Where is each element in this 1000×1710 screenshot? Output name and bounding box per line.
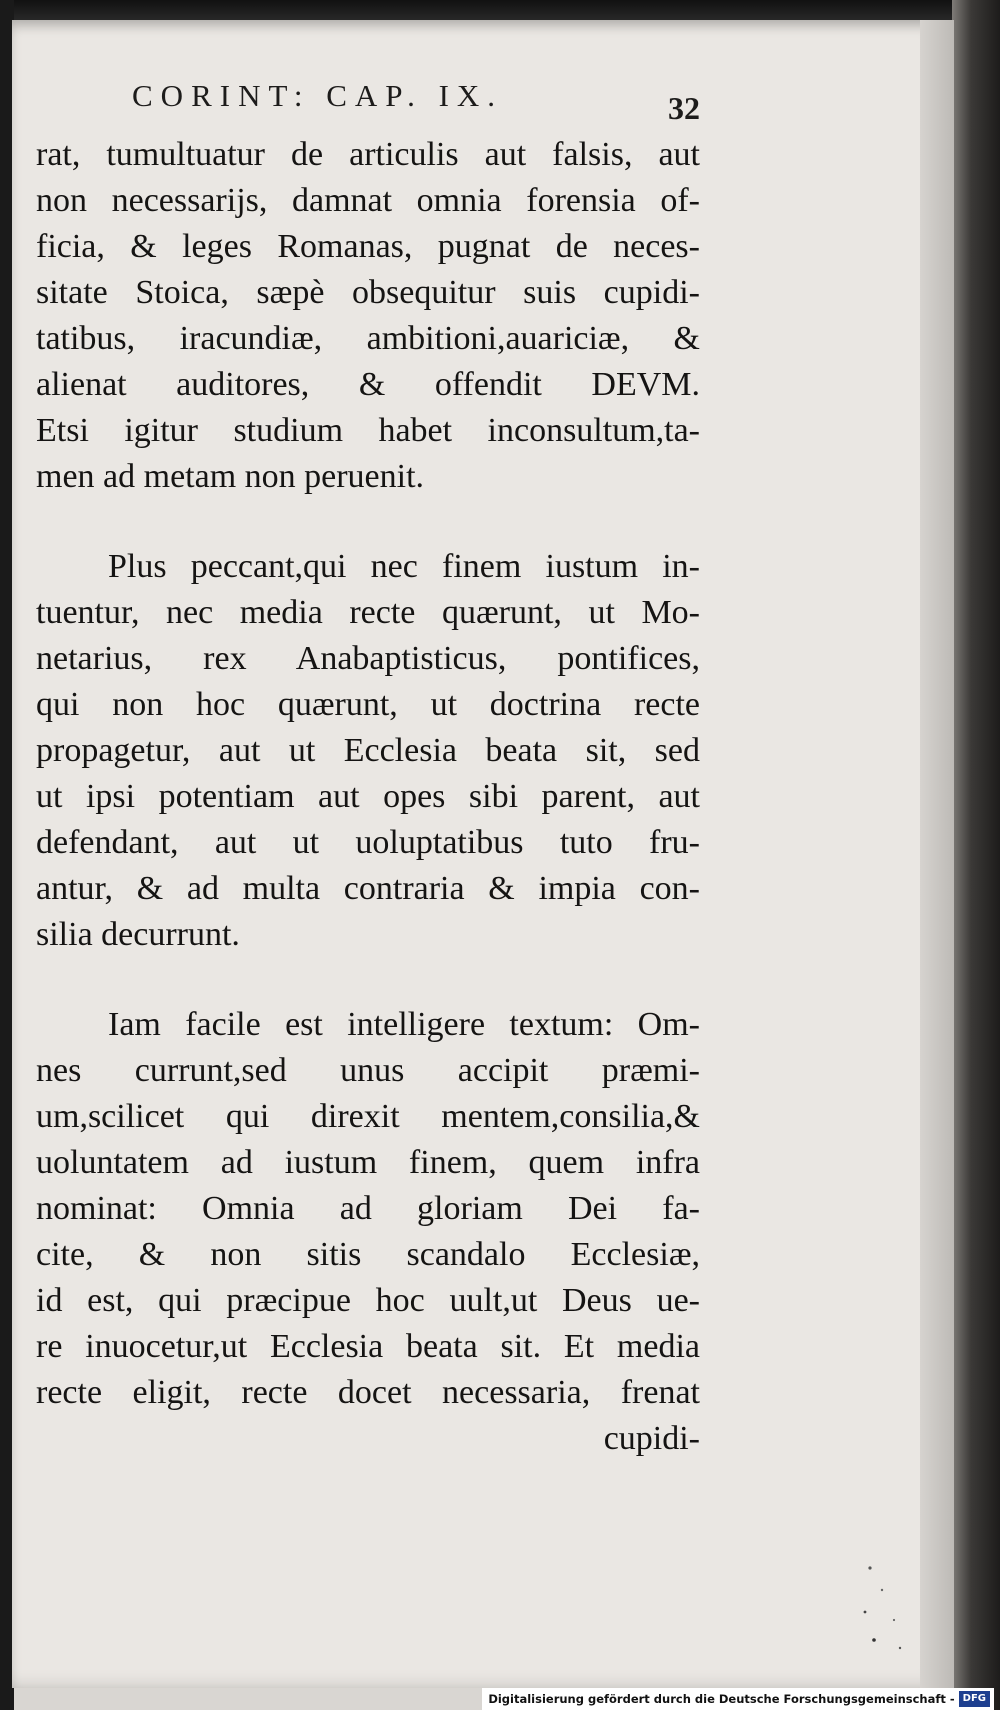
text-line: qui non hoc quærunt, ut doctrina recte: [36, 686, 700, 723]
body-text: [36, 132, 700, 1462]
text-line: antur, & ad multa contraria & impia con-: [36, 870, 700, 907]
text-line: recte eligit, recte docet necessaria, frenat: [36, 1374, 700, 1411]
text-line: rat, tumultuatur de articulis aut falsis, aut: [36, 136, 700, 173]
text-line: Plus peccant,qui nec finem iustum in-: [108, 548, 700, 585]
text-line: ut ipsi potentiam aut opes sibi parent, aut: [36, 778, 700, 815]
text-line: nes currunt,sed unus accipit præmi-: [36, 1052, 700, 1089]
text-line: silia decurrunt.: [36, 916, 240, 953]
text-line: non necessarijs, damnat omnia forensia of-: [36, 182, 700, 219]
scan-top-border: [0, 0, 1000, 22]
scan-right-border: [952, 0, 1000, 1710]
paper-specks: [860, 1560, 920, 1660]
text-line: alienat auditores, & offendit DEVM.: [36, 366, 700, 403]
text-line: propagetur, aut ut Ecclesia beata sit, sed: [36, 732, 700, 769]
text-line: tuentur, nec media recte quærunt, ut Mo-: [36, 594, 700, 631]
paragraph: [36, 544, 700, 958]
page-fore-edge: [920, 20, 954, 1688]
footer-credit-text: Digitalisierung gefördert durch die Deutsche Forschungsgemeinschaft -: [488, 1692, 955, 1706]
text-line: men ad metam non peruenit.: [36, 458, 425, 495]
catchword: cupidi-: [603, 1420, 700, 1457]
text-line: ficia, & leges Romanas, pugnat de neces-: [36, 228, 700, 265]
text-line: netarius, rex Anabaptisticus, pontifices,: [36, 640, 700, 677]
text-line: cite, & non sitis scandalo Ecclesiæ,: [36, 1236, 700, 1273]
page-number: 32: [668, 90, 700, 126]
text-line: uoluntatem ad iustum finem, quem infra: [36, 1144, 700, 1181]
digitization-footer: [482, 1688, 994, 1710]
text-line: sitate Stoica, sæpè obsequitur suis cupidi-: [36, 274, 700, 311]
text-line: re inuocetur,ut Ecclesia beata sit. Et media: [36, 1328, 700, 1365]
text-line: nominat: Omnia ad gloriam Dei fa-: [36, 1190, 700, 1227]
text-line: Etsi igitur studium habet inconsultum,ta-: [36, 412, 700, 449]
dfg-logo: DFG: [959, 1691, 990, 1707]
paragraph: [36, 1002, 700, 1416]
text-line: defendant, aut ut uoluptatibus tuto fru-: [36, 824, 700, 861]
paragraph: [36, 132, 700, 500]
text-line: Iam facile est intelligere textum: Om-: [108, 1006, 700, 1043]
text-line: tatibus, iracundiæ, ambitioni,auariciæ, &: [36, 320, 700, 357]
text-line: id est, qui præcipue hoc uult,ut Deus ue-: [36, 1282, 700, 1319]
running-head: CORINT: CAP. IX.: [132, 78, 504, 113]
text-line: um,scilicet qui direxit mentem,consilia,&: [36, 1098, 700, 1135]
